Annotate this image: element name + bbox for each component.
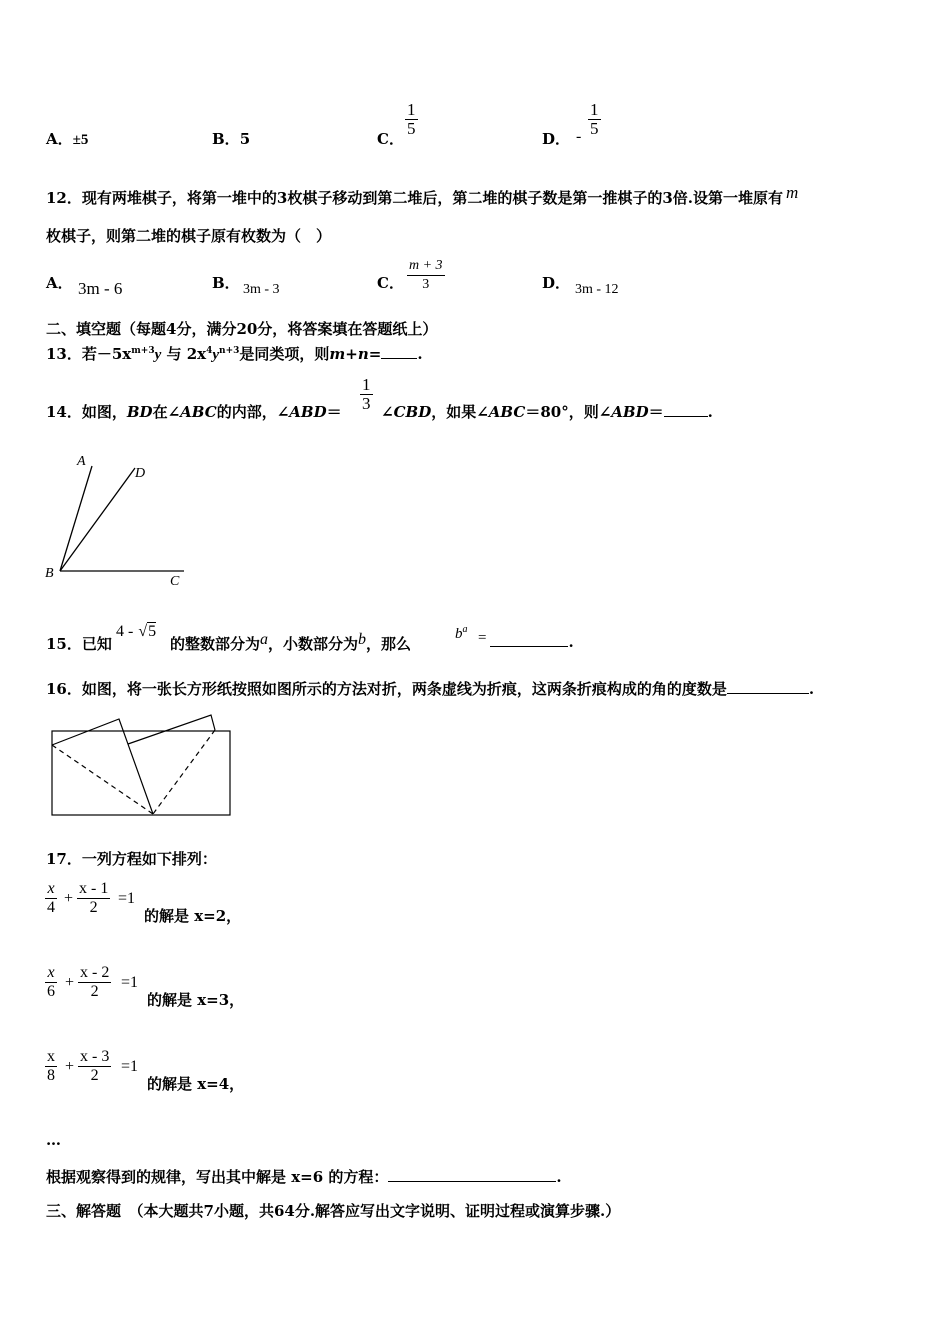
eq2-plus: +: [65, 974, 75, 991]
q14-cbd: CBD: [393, 403, 432, 421]
section2-heading: 二、填空题（每题4分，满分20分，将答案填在答题纸上）: [46, 320, 438, 338]
denominator: 6: [47, 983, 55, 1000]
q15-sqrt: 5: [148, 623, 157, 640]
eq2-frac2: [78, 964, 111, 1001]
denominator: 3: [422, 277, 430, 292]
left-crease: [52, 745, 153, 814]
ray-bd: [60, 468, 135, 571]
denominator: 2: [90, 1067, 99, 1084]
q15-prefix: 15．已知: [46, 635, 112, 653]
q14-p6: ＝80°，则∠: [525, 403, 612, 421]
q12-text: 12．现有两堆棋子，将第一堆中的3枚棋子移动到第二堆后，第二堆的棋子数是第一推棋子的3倍.设第一堆原有: [46, 189, 783, 207]
denominator: 5: [590, 119, 599, 138]
eq1-frac2: [77, 880, 110, 917]
q16-end: .: [808, 680, 815, 698]
eq3-frac1: [45, 1048, 57, 1085]
q15-pow-base: b: [455, 626, 463, 642]
eq3-rhs: =1: [121, 1058, 139, 1075]
q14-p1: 14．如图，: [46, 403, 127, 421]
numerator: x - 3: [80, 1048, 110, 1065]
q17-end: .: [556, 1168, 562, 1186]
q17-ask: [46, 1166, 562, 1187]
q15-b: b: [358, 631, 367, 648]
option-letter: A．: [46, 130, 73, 148]
q12-stem-line2: 枚棋子，则第二堆的棋子原有枚数为（ ）: [46, 227, 332, 245]
q11-option-d-fraction: [588, 101, 601, 138]
q11-option-c-fraction: [405, 101, 418, 138]
eq1-plus: +: [64, 890, 74, 907]
numerator: x: [47, 964, 55, 981]
q12-stem-line1: [46, 183, 799, 208]
q14-p5: ，如果∠: [431, 403, 489, 421]
denominator: 2: [89, 899, 98, 916]
q14-end: .: [707, 403, 713, 421]
left-folded-flap: [52, 719, 153, 814]
q14-bd: BD: [126, 403, 153, 421]
denominator: 8: [47, 1067, 55, 1084]
numerator: 1: [590, 100, 599, 119]
q15-expr-a: 4 -: [116, 623, 134, 640]
eq1-frac1: [45, 880, 57, 917]
q12-option-d-letter: D．: [542, 274, 571, 292]
q11-option-d-sign: -: [576, 128, 582, 145]
eq3-solution: 的解是 x=4，: [147, 1075, 245, 1093]
label-c: C: [170, 574, 180, 589]
q17-ask-text: 根据观察得到的规律，写出其中解是 x=6 的方程：: [46, 1168, 389, 1186]
q15-expr: 4 - √5: [116, 623, 157, 640]
paper-rectangle: [52, 731, 230, 815]
q13-ask: m+n=: [329, 345, 382, 363]
option-value: 5: [239, 130, 251, 148]
numerator: x: [47, 880, 55, 897]
q17-ellipsis: …: [46, 1131, 61, 1149]
q13: [46, 343, 423, 364]
q14-p4: ∠: [381, 403, 394, 421]
q16-stem: 16．如图，将一张长方形纸按照如图所示的方法对折，两条虚线为折痕，这两条折痕构成的角的度数是: [46, 680, 727, 698]
eq1-solution: 的解是 x=2，: [144, 907, 242, 925]
q14-fraction: [360, 376, 373, 413]
q15-body: [170, 633, 411, 654]
label-d: D: [135, 466, 146, 481]
numerator: x - 1: [79, 880, 109, 897]
q15-answer-blank[interactable]: [490, 646, 568, 647]
q14-text-part2: [381, 401, 713, 422]
q12-option-b-expr: 3m - 3: [243, 282, 280, 297]
q15-a: a: [260, 631, 269, 648]
q13-suffix: 是同类项，则: [239, 345, 330, 363]
q13-answer-blank[interactable]: [381, 358, 417, 359]
q12-option-a-letter: A．: [46, 274, 73, 292]
label-b: B: [45, 566, 54, 581]
eq2-solution: 的解是 x=3，: [147, 991, 245, 1009]
q15-p3: ，小数部分为: [268, 635, 359, 653]
ray-ba: [60, 466, 92, 571]
q13-end: .: [417, 345, 423, 363]
section3-heading: 三、解答题 （本大题共7小题，共64分.解答应写出文字说明、证明过程或演算步骤.）: [46, 1202, 621, 1220]
q12-option-b-letter: B．: [212, 274, 240, 292]
q11-option-b: [212, 128, 250, 149]
q14-angle-figure: [40, 452, 200, 592]
eq2-frac1: [45, 964, 57, 1001]
option-letter: B．: [212, 130, 240, 148]
denominator: 3: [362, 394, 371, 413]
q14-abc: ABC: [180, 403, 217, 421]
q14-abd2: ABD: [611, 403, 649, 421]
q13-term1-exp: m+3: [131, 346, 155, 356]
q14-abc2: ABC: [488, 403, 526, 421]
numerator: m + 3: [409, 258, 443, 273]
q11-option-d-letter: D．: [542, 130, 571, 148]
eq1-rhs: =1: [118, 890, 136, 907]
q14-p7: ＝: [648, 403, 664, 421]
q17-answer-blank[interactable]: [388, 1181, 556, 1182]
q15-eq: =: [478, 630, 487, 646]
eq3-plus: +: [65, 1058, 75, 1075]
q13-term2: 2x: [186, 345, 207, 363]
numerator: 1: [362, 375, 371, 394]
q16-answer-blank[interactable]: [727, 693, 809, 694]
q13-term2-exp2: n+3: [219, 346, 240, 356]
q15-answer: [478, 630, 574, 652]
denominator: 2: [90, 983, 99, 1000]
q13-term2-exp1: 4: [206, 346, 213, 356]
q15-pow-exp: a: [462, 624, 468, 635]
q11-option-c-letter: C．: [377, 130, 404, 148]
right-crease: [153, 730, 215, 814]
q14-answer-blank[interactable]: [664, 416, 708, 417]
q12-option-c-letter: C．: [377, 274, 404, 292]
numerator: x: [47, 1048, 55, 1065]
label-a: A: [77, 454, 86, 469]
denominator: 5: [407, 119, 416, 138]
q11-option-a: [46, 128, 88, 149]
q13-term2-y: y: [212, 347, 220, 363]
q14-text-part1: [46, 401, 342, 422]
q14-p3: 的内部，∠: [216, 403, 290, 421]
numerator: 1: [407, 100, 416, 119]
q17-intro: 17．一列方程如下排列：: [46, 850, 217, 868]
q15-p2: 的整数部分为: [170, 635, 261, 653]
q14-eq: ＝: [326, 403, 342, 421]
q12-option-c-fraction: [407, 257, 445, 294]
q12-option-d-expr: 3m - 12: [575, 282, 619, 297]
q16-folded-paper-figure: [45, 710, 245, 820]
q15-end: .: [568, 633, 574, 651]
q13-term1: －5x: [96, 345, 132, 363]
q13-mid: 与: [161, 345, 187, 363]
option-value: ±5: [72, 132, 89, 148]
right-folded-flap: [128, 715, 215, 744]
q12-var: m: [785, 183, 799, 202]
eq3-frac2: [78, 1048, 111, 1085]
eq2-rhs: =1: [121, 974, 139, 991]
q14-p2: 在∠: [152, 403, 181, 421]
q14-abd: ABD: [289, 403, 327, 421]
q15-p4: ，那么: [366, 635, 412, 653]
q12-option-a-expr: 3m - 6: [78, 279, 123, 298]
denominator: 4: [47, 899, 55, 916]
q16-text: [46, 678, 814, 699]
q15-power: [455, 624, 468, 643]
q13-prefix: 13．若: [46, 345, 97, 363]
q13-term1-y: y: [154, 347, 162, 363]
numerator: x - 2: [80, 964, 110, 981]
